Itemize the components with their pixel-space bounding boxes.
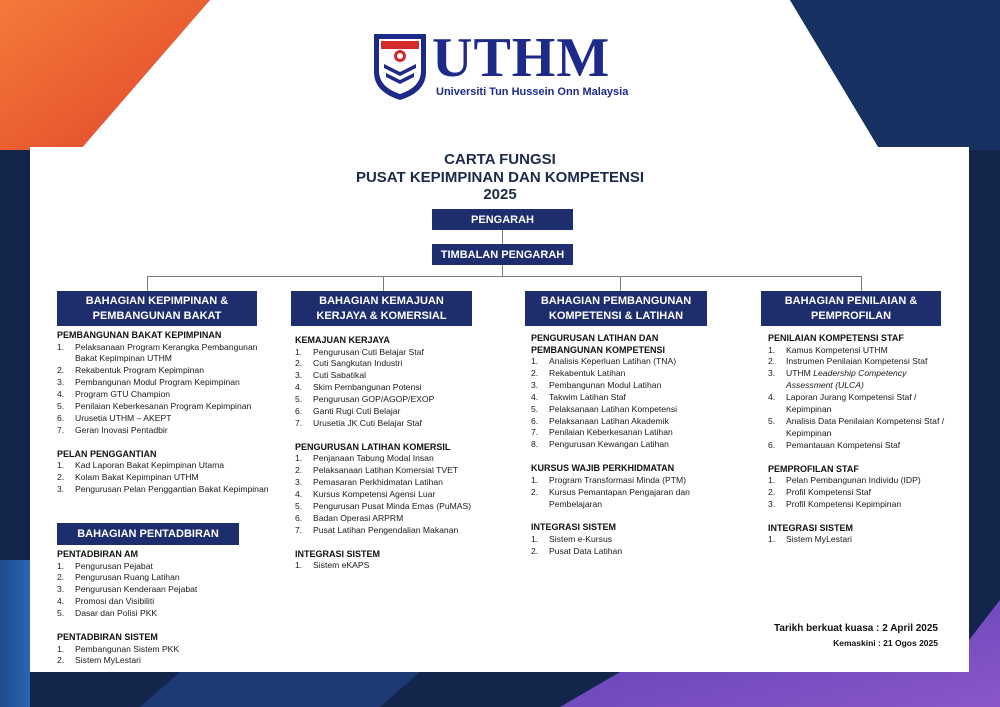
list-item: 4. Kursus Kompetensi Agensi Luar <box>295 489 436 500</box>
section-title: PEMBANGUNAN BAKAT KEPIMPINAN <box>57 330 222 340</box>
list-item: 7. Urusetia JK Cuti Belajar Staf <box>295 417 422 428</box>
list-item: 5. Pengurusan Pusat Minda Emas (PuMAS) <box>295 500 472 511</box>
list-item: 3. Pembangunan Modul Latihan <box>531 379 662 390</box>
list-item: 1. Sistem eKAPS <box>295 560 370 571</box>
list-item: 6. Pemantauan Kompetensi Staf <box>768 439 901 450</box>
logo-wordmark: UTHM <box>432 27 611 89</box>
list-item: 1. Pembangunan Sistem PKK <box>57 643 180 654</box>
division-column-assessment <box>768 333 950 546</box>
list-item: 5. Analisis Data Penilaian Kompetensi Staf / Kepimpinan <box>768 415 945 438</box>
list-item: 7. Geran Inovasi Pentadbir <box>57 424 168 435</box>
list-item: 4. Promosi dan Visibiliti <box>57 596 155 607</box>
section-list <box>57 342 271 437</box>
list-item: 2. Pelaksanaan Latihan Komersial TVET <box>295 465 459 476</box>
list-item: 1. Penjanaan Tabung Modal Insan <box>295 453 434 464</box>
section-list <box>531 356 736 451</box>
list-item: 4. Takwim Latihan Staf <box>531 391 626 402</box>
list-item: 4. Laporan Jurang Kompetensi Staf / Kepimpinan <box>768 392 917 415</box>
list-item: 3. Pengurusan Pelan Penggantian Bakat Kepimpinan <box>57 484 269 495</box>
list-item: 4. Program GTU Champion <box>57 389 171 400</box>
division-header-leadership: BAHAGIAN KEPIMPINAN & PEMBANGUNAN BAKAT <box>57 291 257 326</box>
list-item: 5. Penilaian Keberkesanan Program Kepimpinan <box>57 401 252 412</box>
section-list <box>531 534 736 558</box>
section-list <box>57 460 271 496</box>
section-list <box>768 475 950 511</box>
list-item: 3. Cuti Sabatikal <box>295 370 367 381</box>
list-item: 3. Pengurusan Kenderaan Pejabat <box>57 584 198 595</box>
chart-title-line2: PUSAT KEPIMPINAN DAN KOMPETENSI <box>355 169 645 186</box>
list-item: 1. Pengurusan Pejabat <box>57 560 153 571</box>
list-item: 2. Rekabentuk Program Kepimpinan <box>57 365 204 376</box>
section-list <box>295 560 495 572</box>
list-item: 2. Profil Kompetensi Staf <box>768 487 872 498</box>
list-item: 1. Analisis Keperluan Latihan (TNA) <box>531 356 677 366</box>
list-item: 2. Instrumen Penilaian Kompetensi Staf <box>768 356 928 367</box>
list-item: 6. Pelaksanaan Latihan Akademik <box>531 415 669 426</box>
section-list <box>295 347 495 430</box>
list-item: 3. Pemasaran Perkhidmatan Latihan <box>295 477 443 488</box>
list-item: 1. Program Transformasi Minda (PTM) <box>531 474 687 485</box>
list-item: 1. Sistem MyLestari <box>768 534 852 545</box>
section-list <box>57 644 271 668</box>
connector-line <box>502 265 503 276</box>
section-list <box>531 475 736 511</box>
list-item: 1. Kamus Kompetensi UTHM <box>768 344 888 355</box>
list-item: 7. Pusat Latihan Pengendalian Makanan <box>295 524 459 535</box>
list-item: 2. Kolam Bakat Kepimpinan UTHM <box>57 472 199 483</box>
division-header-competency: BAHAGIAN PEMBANGUNAN KOMPETENSI & LATIHAN <box>525 291 707 326</box>
updated-date: Kemaskini : 21 Ogos 2025 <box>833 638 938 648</box>
list-item: 1. Kad Laporan Bakat Kepimpinan Utama <box>57 460 225 471</box>
director-box: PENGARAH <box>432 209 573 230</box>
division-column-career <box>295 335 495 572</box>
section-list <box>57 561 271 621</box>
effective-date: Tarikh berkuat kuasa : 2 April 2025 <box>774 623 938 634</box>
section-list <box>295 453 495 536</box>
list-item: 3. UTHM Leadership Competency Assessment (ULCA) <box>768 368 907 391</box>
section-title: PEMPROFILAN STAF <box>768 463 859 474</box>
section-title: INTEGRASI SISTEM <box>768 522 854 533</box>
list-item: 6. Badan Operasi ARPRM <box>295 512 404 523</box>
list-item: 1. Pelan Pembangunan Individu (IDP) <box>768 475 921 486</box>
chart-title-line1: CARTA FUNGSI <box>444 151 556 168</box>
list-item: 1. Sistem e-Kursus <box>531 533 613 544</box>
list-item: 3. Profil Kompetensi Kepimpinan <box>768 498 902 509</box>
section-list <box>768 345 950 452</box>
section-title: PENGURUSAN LATIHAN KOMERSIL <box>295 441 451 452</box>
uthm-crest-icon <box>372 32 428 102</box>
division-header-career: BAHAGIAN KEMAJUAN KERJAYA & KOMERSIAL <box>291 291 472 326</box>
list-item: 5. Dasar dan Polisi PKK <box>57 608 158 619</box>
list-item: 1. Pengurusan Cuti Belajar Staf <box>295 346 424 357</box>
deputy-director-box: TIMBALAN PENGARAH <box>432 244 573 265</box>
list-item: 2. Kursus Pemantapan Pengajaran dan Pembelajaran <box>531 486 690 509</box>
connector-line <box>147 276 148 291</box>
list-item: 2. Pengurusan Ruang Latihan <box>57 572 180 583</box>
list-item: 2. Cuti Sangkutan Industri <box>295 358 403 369</box>
section-list <box>768 534 950 546</box>
list-item: 5. Pelaksanaan Latihan Kompetensi <box>531 403 678 414</box>
connector-line <box>620 276 621 291</box>
uthm-logo <box>372 27 632 106</box>
connector-horizontal-line <box>147 276 861 277</box>
section-title: INTEGRASI SISTEM <box>531 522 617 533</box>
division-column-admin <box>57 549 271 667</box>
section-title: PENGURUSAN LATIHAN DAN PEMBANGUNAN KOMPETENSI <box>531 333 666 355</box>
section-title: PENILAIAN KOMPETENSI STAF <box>768 333 904 343</box>
list-item: 4. Skim Pembangunan Potensi <box>295 382 422 393</box>
division-header-assessment: BAHAGIAN PENILAIAN & PEMPROFILAN <box>761 291 941 326</box>
section-title: KURSUS WAJIB PERKHIDMATAN <box>531 463 675 474</box>
chart-title-year: 2025 <box>483 186 517 203</box>
list-item: 7. Penilaian Keberkesanan Latihan <box>531 427 673 438</box>
list-item: 6. Ganti Rugi Cuti Belajar <box>295 406 401 417</box>
section-title: PELAN PENGGANTIAN <box>57 448 157 459</box>
list-item: 2. Sistem MyLestari <box>57 655 141 666</box>
division-column-leadership <box>57 330 271 496</box>
list-item: 1. Pelaksanaan Program Kerangka Pembangunan Bakat Kepimpinan UTHM <box>57 341 258 364</box>
list-item: 8. Pengurusan Kewangan Latihan <box>531 439 669 450</box>
list-item: 5. Pengurusan GOP/AGOP/EXOP <box>295 394 435 405</box>
section-title: KEMAJUAN KERJAYA <box>295 335 390 345</box>
section-title: PENTADBIRAN SISTEM <box>57 632 158 643</box>
division-column-competency <box>531 333 736 558</box>
connector-line <box>383 276 384 291</box>
list-item: 3. Pembangunan Modul Program Kepimpinan <box>57 377 240 388</box>
list-item: 2. Pusat Data Latihan <box>531 545 623 556</box>
list-item: 6. Urusetia UTHM – AKEPT <box>57 412 172 423</box>
list-item: 2. Rekabentuk Latihan <box>531 367 626 378</box>
connector-line <box>502 230 503 244</box>
logo-subtitle: Universiti Tun Hussein Onn Malaysia <box>436 86 629 98</box>
division-header-admin: BAHAGIAN PENTADBIRAN <box>57 523 239 545</box>
section-title: PENTADBIRAN AM <box>57 549 138 559</box>
connector-line <box>861 276 862 291</box>
section-title: INTEGRASI SISTEM <box>295 548 381 559</box>
